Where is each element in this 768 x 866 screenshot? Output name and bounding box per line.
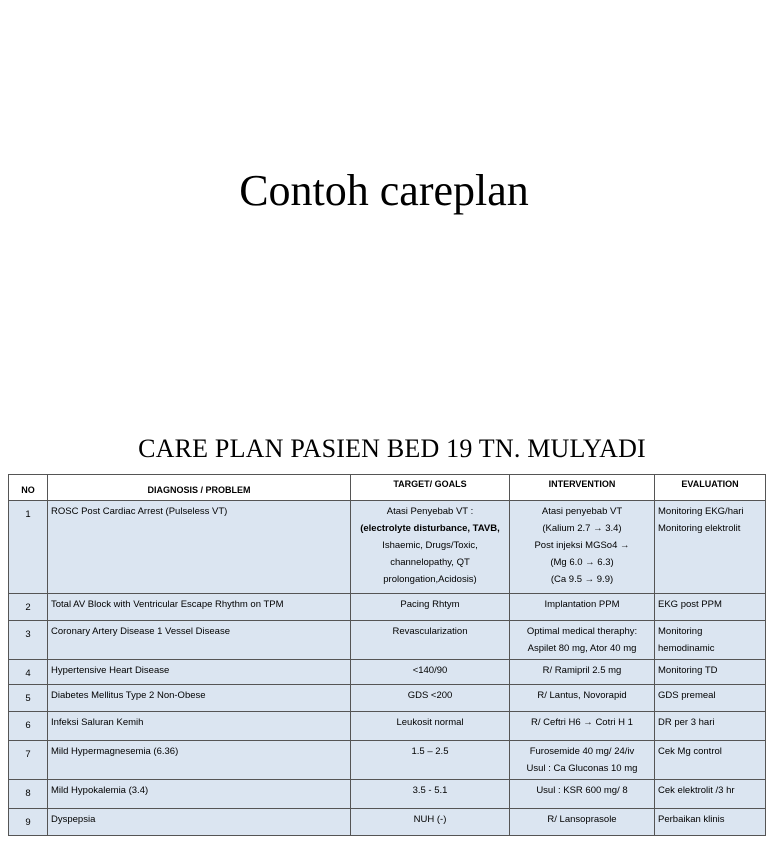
header-evaluation: EVALUATION <box>655 475 766 501</box>
cell-target-line: NUH (-) <box>413 814 447 825</box>
cell-intervention <box>510 660 655 685</box>
cell-diagnosis: Diabetes Mellitus Type 2 Non-Obese <box>48 685 351 712</box>
cell-evaluation-line: Monitoring elektrolit <box>658 523 741 534</box>
cell-evaluation-line: Perbaikan klinis <box>658 814 725 825</box>
cell-no: 2 <box>9 594 48 621</box>
cell-no: 1 <box>9 501 48 594</box>
cell-intervention-line: R/ Lansoprasole <box>547 814 617 825</box>
cell-intervention-line: (Ca 9.5 → 9.9) <box>550 574 614 585</box>
cell-intervention <box>510 621 655 660</box>
cell-evaluation <box>655 621 766 660</box>
cell-intervention <box>510 780 655 809</box>
cell-intervention <box>510 809 655 836</box>
cell-intervention <box>510 594 655 621</box>
cell-diagnosis: ROSC Post Cardiac Arrest (Pulseless VT) <box>48 501 351 594</box>
cell-diagnosis: Hypertensive Heart Disease <box>48 660 351 685</box>
cell-evaluation-line: Cek Mg control <box>658 746 722 757</box>
cell-intervention-line: R/ Lantus, Novorapid <box>537 690 627 701</box>
cell-target <box>351 621 510 660</box>
cell-intervention-line: Usul : Ca Gluconas 10 mg <box>526 763 638 774</box>
cell-evaluation <box>655 685 766 712</box>
cell-diagnosis: Total AV Block with Ventricular Escape Rhythm on TPM <box>48 594 351 621</box>
table-row <box>9 660 766 685</box>
cell-intervention-line: Usul : KSR 600 mg/ 8 <box>536 785 628 796</box>
table-header-row <box>9 475 766 501</box>
slide-title: Contoh careplan <box>239 166 529 215</box>
cell-diagnosis: Mild Hypermagnesemia (6.36) <box>48 741 351 780</box>
cell-intervention <box>510 741 655 780</box>
table-row <box>9 809 766 836</box>
cell-target <box>351 501 510 594</box>
cell-intervention-line: R/ Ramipril 2.5 mg <box>542 665 622 676</box>
table-row <box>9 685 766 712</box>
cell-target <box>351 780 510 809</box>
cell-intervention <box>510 501 655 594</box>
cell-intervention-line: Atasi penyebab VT <box>541 506 623 517</box>
cell-target-line: 3.5 - 5.1 <box>412 785 448 796</box>
table-row <box>9 594 766 621</box>
cell-evaluation <box>655 780 766 809</box>
cell-intervention-line: Furosemide 40 mg/ 24/iv <box>529 746 635 757</box>
cell-evaluation-line: EKG post PPM <box>658 599 722 610</box>
cell-target <box>351 809 510 836</box>
cell-intervention-line: Implantation PPM <box>544 599 620 610</box>
header-target: TARGET/ GOALS <box>351 475 510 501</box>
cell-target <box>351 660 510 685</box>
table-row <box>9 712 766 741</box>
cell-target-line: channelopathy, QT <box>390 557 470 568</box>
table-body <box>9 501 766 836</box>
cell-target <box>351 594 510 621</box>
cell-intervention-line: (Kalium 2.7 → 3.4) <box>542 523 622 534</box>
cell-target-line: Ishaemic, Drugs/Toxic, <box>382 540 478 551</box>
cell-evaluation-line: Monitoring <box>658 626 703 637</box>
cell-target <box>351 741 510 780</box>
table-row <box>9 780 766 809</box>
cell-diagnosis: Coronary Artery Disease 1 Vessel Disease <box>48 621 351 660</box>
header-no: NO <box>9 475 48 501</box>
cell-evaluation-line: Cek elektrolit /3 hr <box>658 785 735 796</box>
cell-evaluation <box>655 741 766 780</box>
header-diagnosis: DIAGNOSIS / PROBLEM <box>48 475 351 501</box>
cell-target-line: (electrolyte disturbance, TAVB, <box>360 523 500 534</box>
cell-no: 3 <box>9 621 48 660</box>
cell-no: 9 <box>9 809 48 836</box>
cell-no: 5 <box>9 685 48 712</box>
cell-evaluation-line: GDS premeal <box>658 690 716 701</box>
cell-diagnosis: Dyspepsia <box>48 809 351 836</box>
cell-target-line: prolongation,Acidosis) <box>383 574 477 585</box>
cell-target <box>351 685 510 712</box>
cell-intervention-line: (Mg 6.0 → 6.3) <box>550 557 614 568</box>
cell-intervention <box>510 685 655 712</box>
care-plan-title: CARE PLAN PASIEN BED 19 TN. MULYADI <box>138 434 646 463</box>
cell-diagnosis: Mild Hypokalemia (3.4) <box>48 780 351 809</box>
cell-target-line: Atasi Penyebab VT : <box>386 506 474 517</box>
cell-target-line: Pacing Rhtym <box>400 599 460 610</box>
cell-evaluation <box>655 712 766 741</box>
cell-evaluation-line: Monitoring TD <box>658 665 718 676</box>
table-row <box>9 741 766 780</box>
table-row <box>9 621 766 660</box>
cell-evaluation-line: Monitoring EKG/hari <box>658 506 744 517</box>
cell-no: 4 <box>9 660 48 685</box>
cell-target-line: GDS <200 <box>407 690 453 701</box>
cell-diagnosis: Infeksi Saluran Kemih <box>48 712 351 741</box>
cell-intervention-line: R/ Ceftri H6 → Cotri H 1 <box>531 717 633 728</box>
cell-target-line: Leukosit normal <box>396 717 464 728</box>
cell-target-line: Revascularization <box>392 626 468 637</box>
header-intervention: INTERVENTION <box>510 475 655 501</box>
cell-target <box>351 712 510 741</box>
cell-intervention <box>510 712 655 741</box>
care-plan-table <box>8 474 766 836</box>
cell-intervention-line: Optimal medical theraphy: <box>526 626 638 637</box>
cell-evaluation <box>655 809 766 836</box>
cell-no: 8 <box>9 780 48 809</box>
cell-intervention-line: Aspilet 80 mg, Ator 40 mg <box>527 643 637 654</box>
table-row <box>9 501 766 594</box>
cell-evaluation <box>655 594 766 621</box>
cell-evaluation-line: DR per 3 hari <box>658 717 715 728</box>
cell-intervention-line: Post injeksi MGSo4 → <box>534 540 630 551</box>
cell-evaluation <box>655 660 766 685</box>
cell-target-line: <140/90 <box>412 665 448 676</box>
cell-no: 7 <box>9 741 48 780</box>
cell-evaluation-line: hemodinamic <box>658 643 715 654</box>
cell-target-line: 1.5 – 2.5 <box>411 746 449 757</box>
cell-evaluation <box>655 501 766 594</box>
cell-no: 6 <box>9 712 48 741</box>
